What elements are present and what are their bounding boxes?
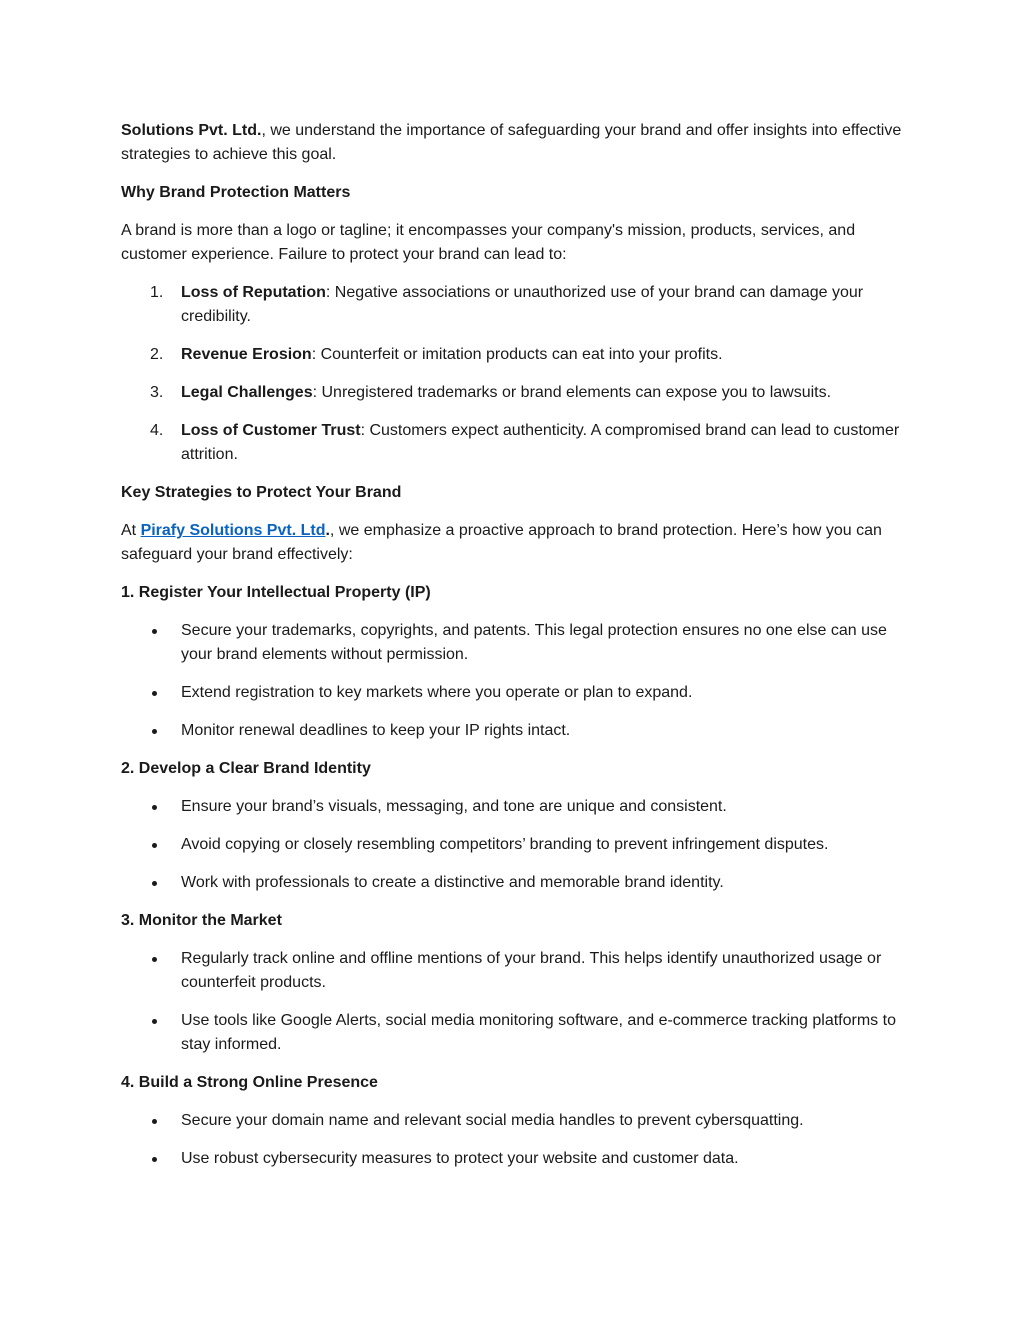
bullet-icon (152, 1119, 157, 1124)
section-heading-ip: 1. Register Your Intellectual Property (IP) (121, 584, 431, 601)
market-bullet-list (121, 947, 911, 1057)
why-paragraph: A brand is more than a logo or tagline; it encompasses your company's mission, products, services, and customer experience. Failure to protect your brand can lead to: (121, 222, 856, 263)
bullet-icon (152, 881, 157, 886)
item-text: : Counterfeit or imitation products can eat into your profits. (311, 346, 723, 363)
bullet-text: Regularly track online and offline mentions of your brand. This helps identify unauthorized usage or counterfeit products. (181, 950, 882, 991)
bullet-text: Extend registration to key markets where you operate or plan to expand. (181, 684, 693, 701)
list-item (121, 833, 911, 857)
bullet-icon (152, 1019, 157, 1024)
strategies-heading: Key Strategies to Protect Your Brand (121, 484, 402, 501)
bullet-icon (152, 729, 157, 734)
item-title: Revenue Erosion (181, 346, 312, 363)
bullet-icon (152, 843, 157, 848)
bullet-text: Avoid copying or closely resembling competitors’ branding to prevent infringement disputes. (181, 836, 829, 853)
item-text: : Unregistered trademarks or brand elements can expose you to lawsuits. (312, 384, 832, 401)
list-item (121, 281, 911, 329)
item-title: Loss of Customer Trust (181, 422, 361, 439)
online-bullet-list (121, 1109, 911, 1171)
list-number: 4. (150, 422, 164, 439)
item-text: : Customers expect authenticity. A compromised brand can lead to customer attrition. (181, 422, 900, 463)
list-item (121, 419, 911, 467)
document-page (121, 119, 911, 1185)
list-number: 3. (150, 384, 164, 401)
bullet-icon (152, 629, 157, 634)
bullet-text: Secure your trademarks, copyrights, and patents. This legal protection ensures no one else can use your brand elements without permission. (181, 622, 887, 663)
list-item (121, 1009, 911, 1057)
list-item (121, 795, 911, 819)
company-link[interactable]: Pirafy Solutions Pvt. Ltd (140, 522, 326, 539)
list-item (121, 681, 911, 705)
intro-text: , we understand the importance of safeguarding your brand and offer insights into effective strategies to achieve this goal. (121, 122, 902, 163)
list-item (121, 381, 911, 405)
item-title: Legal Challenges (181, 384, 313, 401)
risk-list (121, 281, 911, 467)
bullet-text: Use tools like Google Alerts, social media monitoring software, and e-commerce tracking platforms to stay informed. (181, 1012, 896, 1053)
list-number: 1. (150, 284, 164, 301)
bullet-icon (152, 1157, 157, 1162)
why-heading: Why Brand Protection Matters (121, 184, 351, 201)
intro-paragraph (121, 119, 911, 167)
bullet-text: Work with professionals to create a distinctive and memorable brand identity. (181, 874, 724, 891)
bullet-text: Ensure your brand’s visuals, messaging, and tone are unique and consistent. (181, 798, 727, 815)
list-item (121, 619, 911, 667)
bullet-icon (152, 691, 157, 696)
list-number: 2. (150, 346, 164, 363)
section-heading-market: 3. Monitor the Market (121, 912, 282, 929)
section-heading-online: 4. Build a Strong Online Presence (121, 1074, 378, 1091)
ip-bullet-list (121, 619, 911, 743)
list-item (121, 871, 911, 895)
strategies-dot: . (325, 522, 330, 539)
bullet-icon (152, 957, 157, 962)
item-title: Loss of Reputation (181, 284, 326, 301)
list-item (121, 343, 911, 367)
intro-company-name: Solutions Pvt. Ltd. (121, 122, 262, 139)
strategies-paragraph (121, 519, 911, 567)
list-item (121, 1109, 911, 1133)
bullet-text: Use robust cybersecurity measures to protect your website and customer data. (181, 1150, 739, 1167)
bullet-text: Secure your domain name and relevant social media handles to prevent cybersquatting. (181, 1112, 804, 1129)
identity-bullet-list (121, 795, 911, 895)
strategies-at: At (121, 522, 141, 539)
item-text: : Negative associations or unauthorized use of your brand can damage your credibility. (181, 284, 864, 325)
section-heading-identity: 2. Develop a Clear Brand Identity (121, 760, 371, 777)
list-item (121, 947, 911, 995)
list-item (121, 719, 911, 743)
bullet-text: Monitor renewal deadlines to keep your IP rights intact. (181, 722, 571, 739)
bullet-icon (152, 805, 157, 810)
strategies-text: , we emphasize a proactive approach to brand protection. Here’s how you can safeguard your brand effectively: (121, 522, 882, 563)
list-item (121, 1147, 911, 1171)
